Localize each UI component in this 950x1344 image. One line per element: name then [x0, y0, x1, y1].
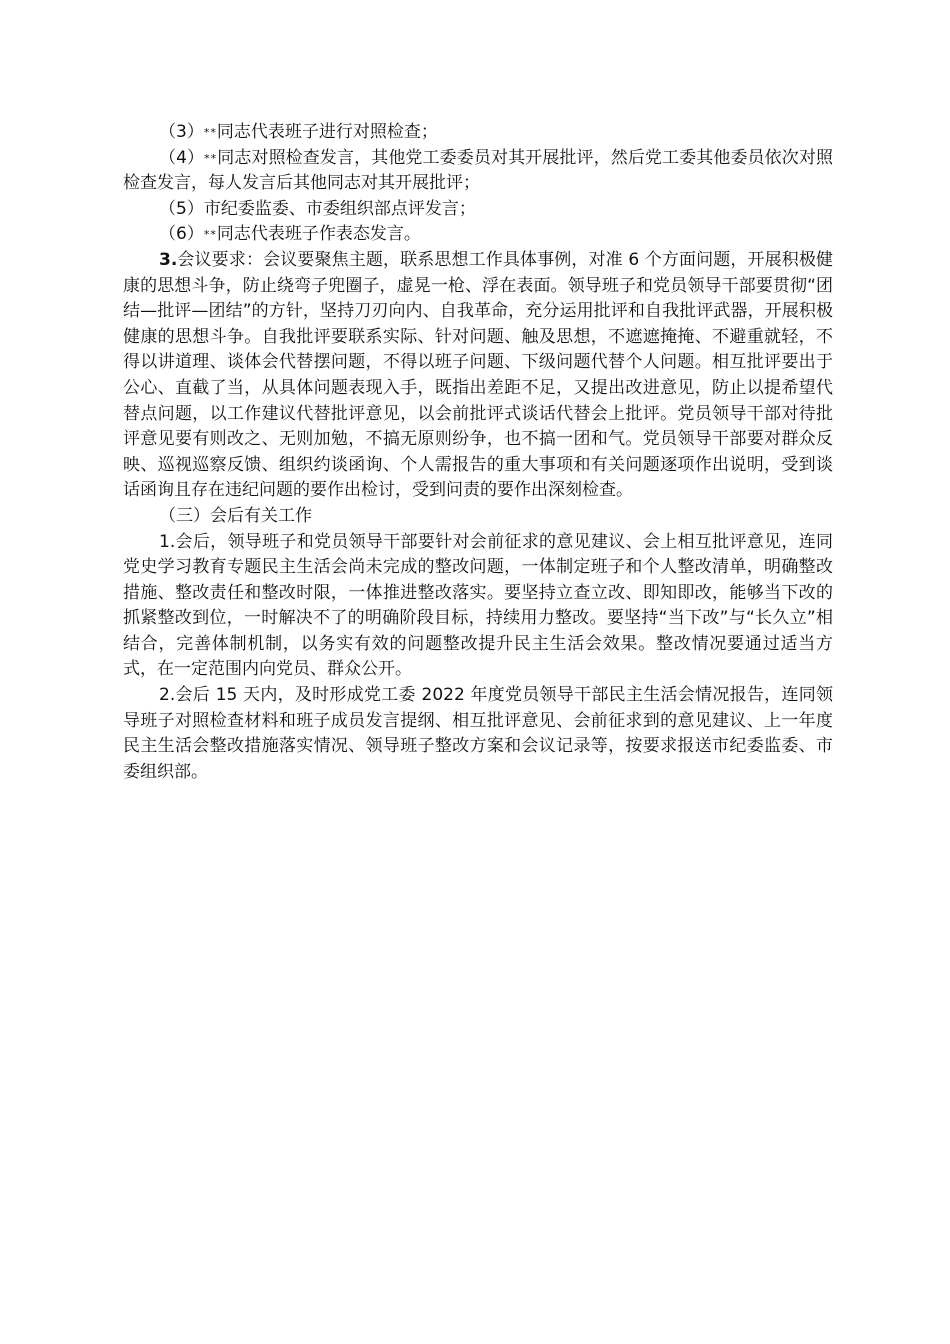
agenda-item-prefix: （5）	[159, 198, 204, 219]
agenda-item-prefix: （4）	[159, 147, 205, 168]
document-body	[123, 120, 833, 785]
agenda-item-prefix: （6）	[159, 224, 204, 245]
agenda-item-3	[123, 120, 833, 146]
agenda-item-text: 同志代表班子进行对照检查；	[216, 122, 438, 142]
agenda-item-text: 市纪委监委、市委组织部点评发言；	[203, 198, 476, 219]
redacted-name-mark: **	[203, 126, 217, 139]
requirements-number: 3.	[159, 249, 178, 270]
section-heading: （三）会后有关工作	[159, 505, 312, 526]
meeting-requirements-paragraph	[123, 248, 833, 504]
redacted-name-mark: **	[203, 228, 217, 242]
agenda-item-5	[123, 197, 833, 223]
agenda-item-prefix: （3）	[159, 122, 204, 142]
after-meeting-paragraph-2: 2.会后 15 天内，及时形成党工委 2022 年度党员领导干部民主生活会情况报告，连同领导班子对照检查材料和班子成员发言提纲、相互批评意见、会前征求到的意见建议、上一年度民主生活会整改措施落实情况、领导班子整改方案和会议记录等，按要求报送市纪委监委、市委组织部。	[123, 685, 833, 782]
agenda-item-text: 同志代表班子作表态发言。	[216, 224, 421, 245]
agenda-item-4	[123, 146, 833, 197]
redacted-name-mark: **	[204, 151, 218, 165]
agenda-item-6	[123, 222, 833, 248]
requirements-text: 会议要求：会议要聚焦主题，联系思想工作具体事例，对准 6 个方面问题，开展积极健康的思想斗争，防止绕弯子兜圈子，虚晃一枪、浮在表面。领导班子和党员领导干部要贯彻“团结—批评—团结”的方针，坚持刀刃向内、自我革命，充分运用批评和自我批评武器，开展积极健康的思想斗争。自我批评要联系实际、针对问题、触及思想，不遮遮掩掩、不避重就轻，不得以讲道理、谈体会代替摆问题，不得以班子问题、下级问题代替个人问题。相互批评要出于公心、直截了当，从具体问题表现入手，既指出差距不足，又提出改进意见，防止以提希望代替点问题，以工作建议代替批评意见，以会前批评式谈话代替会上批评。党员领导干部对待批评意见要有则改之、无则加勉，不搞无原则纷争，也不搞一团和气。党员领导干部要对群众反映、巡视巡察反馈、组织约谈函询、个人需报告的重大事项和有关问题逐项作出说明，受到谈话函询且存在违纪问题的要作出检讨，受到问责的要作出深刻检查。	[123, 249, 833, 501]
agenda-item-text: 同志对照检查发言，其他党工委委员对其开展批评，然后党工委其他委员依次对照检查发言，每人发言后其他同志对其开展批评；	[123, 147, 833, 194]
after-meeting-paragraph-1: 1.会后，领导班子和党员领导干部要针对会前征求的意见建议、会上相互批评意见，连同党史学习教育专题民主生活会尚未完成的整改问题，一体制定班子和个人整改清单，明确整改措施、整改责任和整改时限，一体推进整改落实。要坚持立查立改、即知即改，能够当下改的抓紧整改到位，一时解决不了的明确阶段目标，持续用力整改。要坚持“当下改”与“长久立”相结合，完善体制机制，以务实有效的问题整改提升民主生活会效果。整改情况要通过适当方式，在一定范围内向党员、群众公开。	[123, 531, 833, 680]
